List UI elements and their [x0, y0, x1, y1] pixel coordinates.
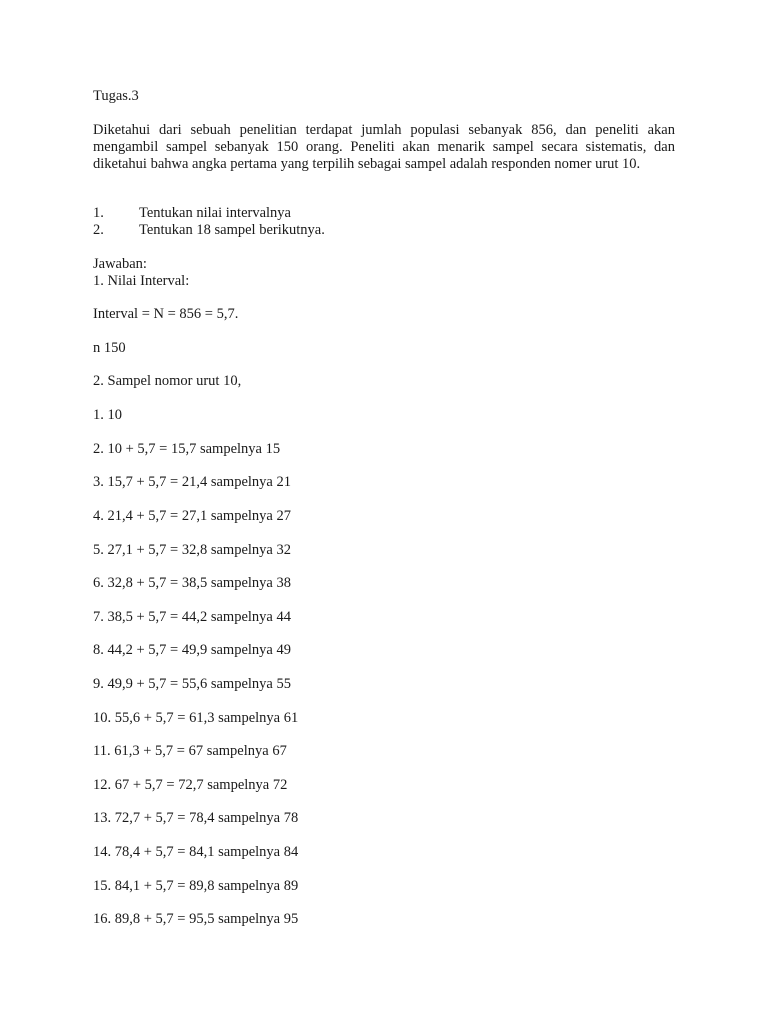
- interval-denominator: n 150: [93, 340, 126, 356]
- sample-line: 12. 67 + 5,7 = 72,7 sampelnya 72: [93, 777, 288, 793]
- interval-formula: Interval = N = 856 = 5,7.: [93, 306, 239, 322]
- task-number-1: 1.: [93, 205, 104, 221]
- sample-line: 10. 55,6 + 5,7 = 61,3 sampelnya 61: [93, 710, 299, 726]
- sample-line: 14. 78,4 + 5,7 = 84,1 sampelnya 84: [93, 844, 299, 860]
- sample-line: 5. 27,1 + 5,7 = 32,8 sampelnya 32: [93, 542, 291, 558]
- task-number-2: 2.: [93, 222, 104, 238]
- document-title: Tugas.3: [93, 88, 139, 104]
- sample-line: 4. 21,4 + 5,7 = 27,1 sampelnya 27: [93, 508, 291, 524]
- sample-line: 7. 38,5 + 5,7 = 44,2 sampelnya 44: [93, 609, 291, 625]
- sample-line: 2. 10 + 5,7 = 15,7 sampelnya 15: [93, 441, 281, 457]
- answer-heading: Jawaban:: [93, 256, 147, 272]
- sample-line: 16. 89,8 + 5,7 = 95,5 sampelnya 95: [93, 911, 299, 927]
- sample-line: 13. 72,7 + 5,7 = 78,4 sampelnya 78: [93, 810, 299, 826]
- sample-line: 1. 10: [93, 407, 122, 423]
- task-text-1: Tentukan nilai intervalnya: [139, 205, 291, 221]
- sample-line: 15. 84,1 + 5,7 = 89,8 sampelnya 89: [93, 878, 299, 894]
- interval-heading: 1. Nilai Interval:: [93, 273, 190, 289]
- problem-statement: Diketahui dari sebuah penelitian terdapat jumlah populasi sebanyak 856, dan peneliti akan mengambil sampel sebanyak 150 orang. Peneliti akan menarik sampel secara sistematis, dan diketahui bahwa angka pertama yang terpilih sebagai sampel adalah responden nomer urut 10.: [93, 122, 675, 172]
- sample-line: 3. 15,7 + 5,7 = 21,4 sampelnya 21: [93, 474, 291, 490]
- sample-heading: 2. Sampel nomor urut 10,: [93, 373, 242, 389]
- sample-line: 11. 61,3 + 5,7 = 67 sampelnya 67: [93, 743, 287, 759]
- sample-line: 9. 49,9 + 5,7 = 55,6 sampelnya 55: [93, 676, 291, 692]
- task-text-2: Tentukan 18 sampel berikutnya.: [139, 222, 325, 238]
- sample-line: 8. 44,2 + 5,7 = 49,9 sampelnya 49: [93, 642, 291, 658]
- sample-line: 6. 32,8 + 5,7 = 38,5 sampelnya 38: [93, 575, 291, 591]
